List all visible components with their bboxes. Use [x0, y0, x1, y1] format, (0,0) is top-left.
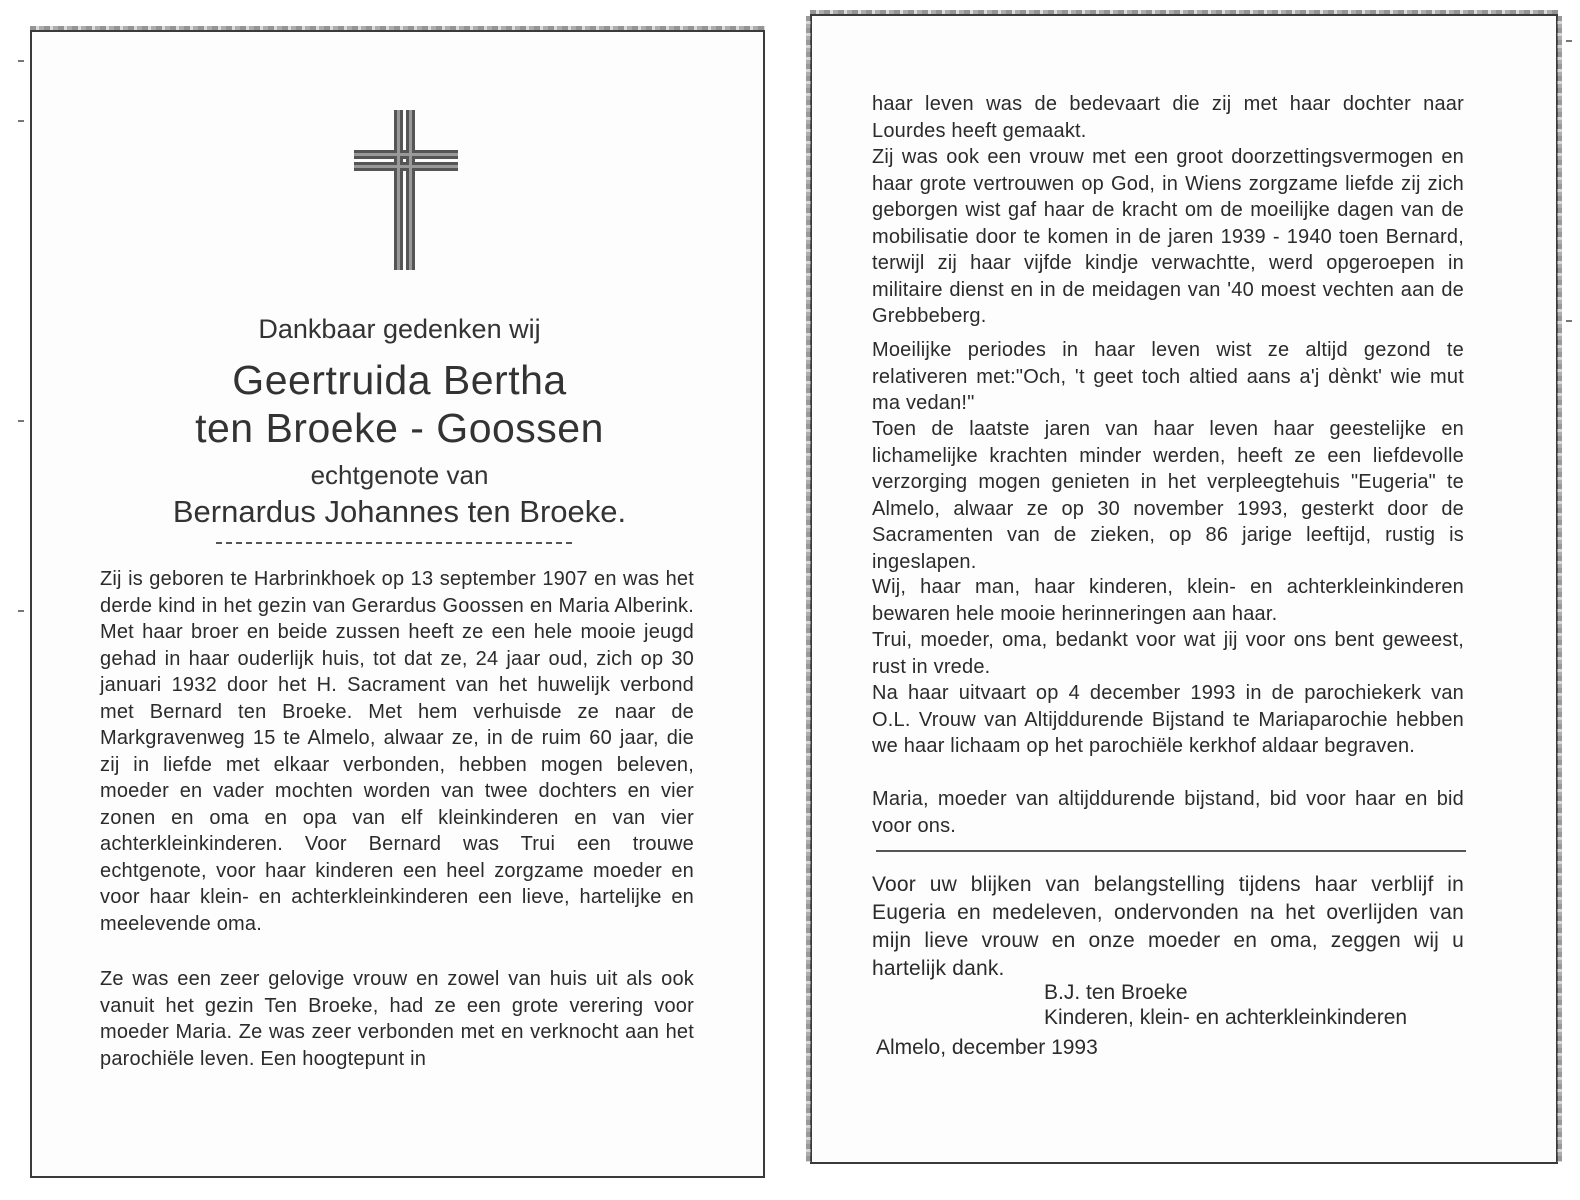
scan-mark: [18, 60, 24, 62]
scan-edge-top: [810, 10, 1558, 14]
spouse-name: Bernardus Johannes ten Broeke.: [172, 494, 627, 529]
text-paragraph: Toen de laatste jaren van haar leven haar geestelijke en lichamelijke krachten minder werden, heeft ze een liefdevolle verzorging mogen genieten in het verpleegtehuis "Eugeria" te Almelo, alwaar ze op 30 november 1993, gesterkt door de Sacramenten van de zieken, op 86 jarige leeftijd, rustig is ingeslapen.: [872, 418, 1464, 573]
text-paragraph: haar leven was de bedevaart die zij met haar dochter naar Lourdes heeft gemaakt.: [872, 93, 1464, 142]
scan-mark: [18, 420, 24, 422]
spouse-label: echtgenote van: [310, 460, 489, 490]
text-paragraph: Na haar uitvaart op 4 december 1993 in de parochiekerk van O.L. Vrouw van Altijddurende Bijstand te Mariaparochie hebben we haar lichaam op het parochiële kerkhof aldaar begraven.: [872, 682, 1464, 757]
scan-mark: [18, 610, 24, 612]
deceased-name-line2: ten Broeke - Goossen: [195, 405, 604, 451]
cross-icon: [354, 110, 458, 270]
place-date: Almelo, december 1993: [876, 1036, 1098, 1059]
text-paragraph: Trui, moeder, oma, bedankt voor wat jij voor ons bent geweest, rust in vrede.: [872, 629, 1464, 678]
scan-edge-left: [806, 16, 811, 1162]
right-card-page: [810, 14, 1558, 1164]
signature-family: Kinderen, klein- en achterkleinkinderen: [1044, 1006, 1408, 1029]
scan-edge-right: [1557, 16, 1562, 1162]
scan-edge-top: [30, 26, 765, 30]
prayer-text: Maria, moeder van altijddurende bijstand, bid voor haar en bid voor ons.: [872, 788, 1464, 837]
intro-text: Dankbaar gedenken wij: [258, 314, 541, 344]
biography-paragraph-2: Ze was een zeer gelovige vrouw en zowel van huis uit als ook vanuit het gezin Ten Broeke, had ze een grote verering voor moeder Maria. Ze was zeer verbonden met en verknocht aan het parochiële leven. Een hoogtepunt in: [100, 968, 694, 1070]
deceased-name-line1: Geertruida Bertha: [232, 357, 567, 403]
text-paragraph: Zij was ook een vrouw met een groot doorzettingsvermogen en haar grote vertrouwen op God, in Wiens zorgzame liefde zij zich geborgen wist gaf haar de kracht om de moeilijke dagen van de mobilisatie door te komen in de jaren 1939 - 1940 toen Bernard, terwijl zij haar vijfde kindje verwachtte, werd opgeroepen in militaire dienst en in de meidagen van '40 moest vechten aan de Grebbeberg.: [872, 146, 1464, 327]
solid-divider: [876, 850, 1466, 852]
biography-paragraph-1: Zij is geboren te Harbrinkhoek op 13 september 1907 en was het derde kind in het gezin van Gerardus Goossen en Maria Alberink. Met haar broer en beide zussen heeft ze een hele mooie jeugd gehad in haar ouderlijk huis, tot dat ze, 24 jaar oud, zich op 30 januari 1932 door het H. Sacrament van het huwelijk verbond met Bernard ten Broeke. Met hem verhuisde ze naar de Markgravenweg 15 te Almelo, alwaar ze, in de ruim 60 jaar, die zij in liefde met elkaar verbonden, hebben mogen beleven, moeder en vader mochten worden van twee dochters en vier zonen en oma en opa van elf kleinkinderen en van vier achterkleinkinderen. Voor Bernard was Trui een trouwe echtgenote, voor haar kinderen een heel zorgzame moeder en voor haar klein- en achterkleinkinderen een lieve, hartelijke en meelevende oma.: [100, 568, 694, 935]
text-paragraph: Wij, haar man, haar kinderen, klein- en achterkleinkinderen bewaren hele mooie herinneringen aan haar.: [872, 576, 1464, 625]
text-paragraph: Moeilijke periodes in haar leven wist ze altijd gezond te relativeren met:"Och, 't geet toch altied aans a'j dènkt' wie mut ma vedan!": [872, 339, 1464, 414]
signature-husband: B.J. ten Broeke: [1044, 981, 1188, 1004]
left-card-page: [30, 30, 765, 1178]
scan-mark: [1566, 320, 1572, 322]
thank-you-text: Voor uw blijken van belangstelling tijdens haar verblijf in Eugeria en medeleven, ondervonden na het overlijden van mijn lieve vrouw en onze moeder en oma, zeggen wij u hartelijk dank.: [872, 873, 1464, 980]
scan-mark: [1566, 40, 1572, 42]
dashed-divider: [216, 542, 572, 544]
scan-mark: [18, 120, 24, 122]
